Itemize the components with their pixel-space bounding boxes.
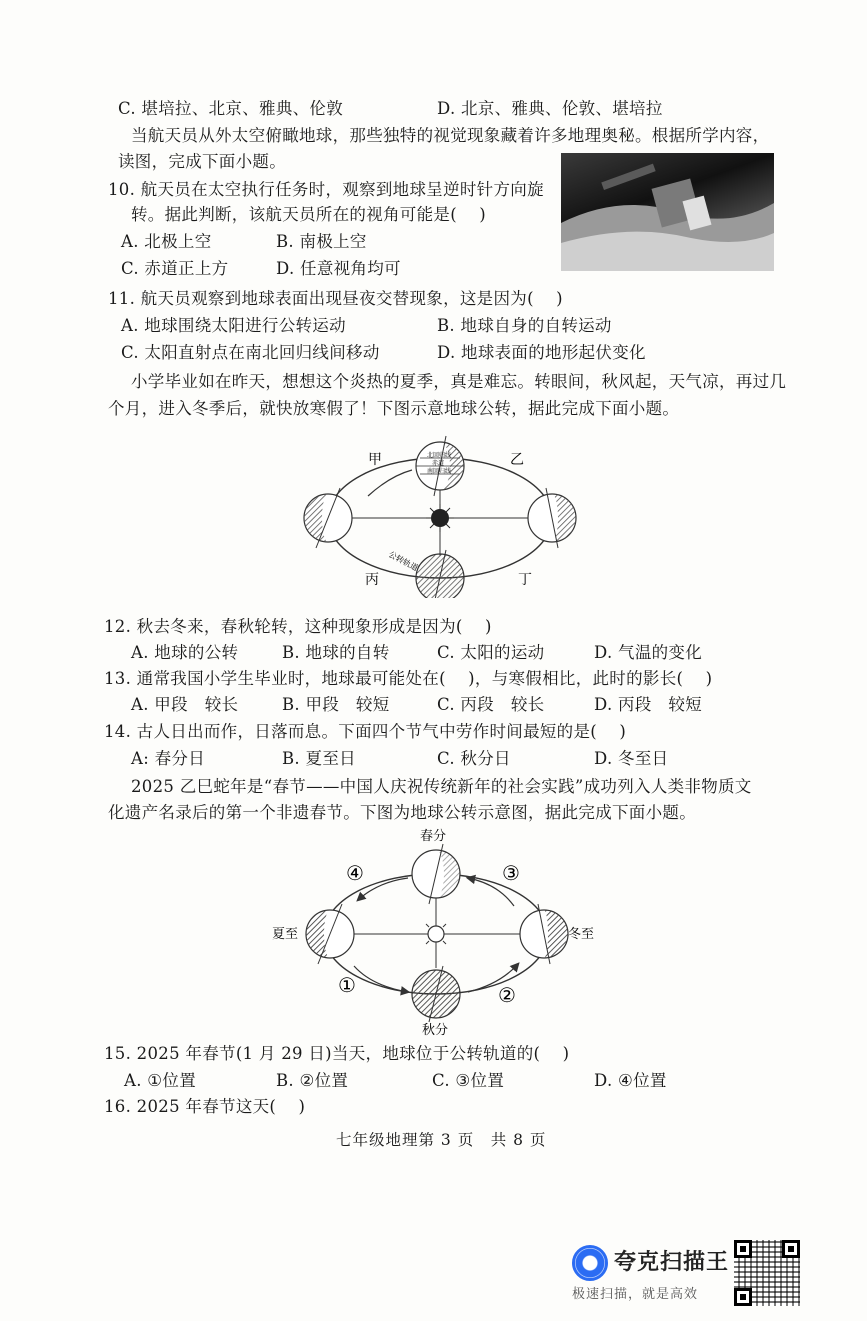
q16-stem: 16. 2025 年春节这天( ) — [104, 1097, 306, 1116]
q10-option-c: C. 赤道正上方 — [121, 259, 229, 278]
intro-summer-line1: 小学毕业如在昨天，想想这个炎热的夏季，真是难忘。转眼间，秋风起，天气凉，再过几 — [131, 372, 787, 391]
mark-2: ② — [498, 983, 516, 1007]
q10-stem-line1: 10. 航天员在太空执行任务时，观察到地球呈逆时针方向旋 — [108, 180, 544, 199]
globe-winter-solstice — [520, 904, 568, 964]
q14-stem: 14. 古人日出而作，日落而息。下面四个节气中劳作时间最短的是( ) — [104, 722, 627, 741]
label-ding: 丁 — [518, 572, 532, 588]
label-yi: 乙 — [510, 452, 524, 468]
label-winter-solstice: 冬至 — [568, 927, 595, 942]
q14-option-d: D. 冬至日 — [594, 749, 669, 768]
mark-4: ④ — [346, 861, 364, 885]
label-summer-solstice: 夏至 — [272, 927, 299, 942]
mark-1: ① — [338, 973, 356, 997]
label-autumn-equinox: 秋分 — [422, 1023, 449, 1036]
q10-option-d: D. 任意视角均可 — [276, 259, 401, 278]
scanner-slogan: 极速扫描，就是高效 — [572, 1287, 699, 1302]
globe-spring-equinox — [412, 844, 460, 904]
orbit-arrow-jia — [368, 470, 412, 496]
q15-option-b: B. ②位置 — [276, 1071, 349, 1090]
q13-option-c: C. 丙段 较长 — [437, 695, 545, 714]
label-spring-equinox: 春分 — [420, 829, 447, 844]
q12-option-b: B. 地球的自转 — [282, 643, 390, 662]
q10-option-a: A. 北极上空 — [121, 232, 212, 251]
mark-3: ③ — [502, 861, 520, 885]
q13-option-b: B. 甲段 较短 — [282, 695, 390, 714]
q12-option-a: A. 地球的公转 — [131, 643, 239, 662]
intro-spring-festival-line1: 2025 乙巳蛇年是“春节——中国人庆祝传统新年的社会实践”成功列入人类非物质文 — [131, 777, 752, 796]
q14-option-b: B. 夏至日 — [282, 749, 356, 768]
top-globe-label-tropic-n: 北回归线 — [427, 452, 452, 459]
q11-option-b: B. 地球自身的自转运动 — [437, 316, 612, 335]
q14-option-c: C. 秋分日 — [437, 749, 511, 768]
q9-option-c: C. 堪培拉、北京、雅典、伦敦 — [118, 99, 344, 118]
q10-stem-line2: 转。据此判断，该航天员所在的视角可能是( ) — [131, 205, 487, 224]
scanner-watermark — [572, 1243, 732, 1303]
globe-top-1 — [416, 436, 464, 496]
q9-option-d: D. 北京、雅典、伦敦、堪培拉 — [437, 99, 663, 118]
q10-option-b: B. 南极上空 — [276, 232, 367, 251]
q14-option-a: A: 春分日 — [131, 749, 206, 768]
q11-option-d: D. 地球表面的地形起伏变化 — [437, 343, 646, 362]
revolution-diagram-2 — [268, 826, 618, 1036]
globe-bottom-1 — [416, 550, 464, 598]
q13-stem: 13. 通常我国小学生毕业时，地球最可能处在( )，与寒假相比，此时的影长( ) — [104, 669, 713, 688]
q15-stem: 15. 2025 年春节(1 月 29 日)当天，地球位于公转轨道的( ) — [104, 1044, 570, 1063]
intro-summer-line2: 个月，进入冬季后，就快放寒假了！下图示意地球公转，据此完成下面小题。 — [108, 399, 680, 418]
top-globe-label-equator: 赤道 — [432, 460, 445, 467]
q15-option-c: C. ③位置 — [432, 1071, 505, 1090]
intro-astronaut-line2: 读图，完成下面小题。 — [118, 152, 286, 171]
q11-option-a: A. 地球围绕太阳进行公转运动 — [121, 316, 346, 335]
revolution-diagram-1 — [290, 428, 590, 598]
page-footer: 七年级地理第 3 页 共 8 页 — [336, 1131, 547, 1149]
q11-option-c: C. 太阳直射点在南北回归线间移动 — [121, 343, 380, 362]
scanner-logo-icon — [572, 1245, 608, 1281]
q13-option-a: A. 甲段 较长 — [131, 695, 239, 714]
q12-option-c: C. 太阳的运动 — [437, 643, 545, 662]
orbit-label: 公转轨道 — [387, 549, 420, 573]
qr-code-icon — [734, 1240, 800, 1306]
globe-autumn-equinox — [412, 966, 460, 1022]
q12-stem: 12. 秋去冬来，春秋轮转，这种现象形成是因为( ) — [104, 617, 492, 636]
q13-option-d: D. 丙段 较短 — [594, 695, 703, 714]
globe-summer-solstice — [306, 904, 354, 964]
scanner-brand-name: 夸克扫描王 — [614, 1250, 730, 1275]
label-jia: 甲 — [368, 452, 382, 468]
q12-option-d: D. 气温的变化 — [594, 643, 703, 662]
space-station-earth-photo — [561, 153, 774, 271]
top-globe-label-tropic-s: 南回归线 — [427, 468, 452, 475]
q15-option-d: D. ④位置 — [594, 1071, 667, 1090]
globe-right-1 — [528, 488, 576, 548]
globe-left-1 — [304, 488, 352, 548]
label-bing: 丙 — [365, 572, 379, 588]
intro-spring-festival-line2: 化遗产名录后的第一个非遗春节。下图为地球公转示意图，据此完成下面小题。 — [108, 803, 696, 822]
space-photo-graphic — [561, 153, 774, 271]
q11-stem: 11. 航天员观察到地球表面出现昼夜交替现象，这是因为( ) — [108, 289, 563, 308]
intro-astronaut-line1: 当航天员从外太空俯瞰地球，那些独特的视觉现象藏着许多地理奥秘。根据所学内容， — [131, 126, 770, 145]
q15-option-a: A. ①位置 — [124, 1071, 196, 1090]
